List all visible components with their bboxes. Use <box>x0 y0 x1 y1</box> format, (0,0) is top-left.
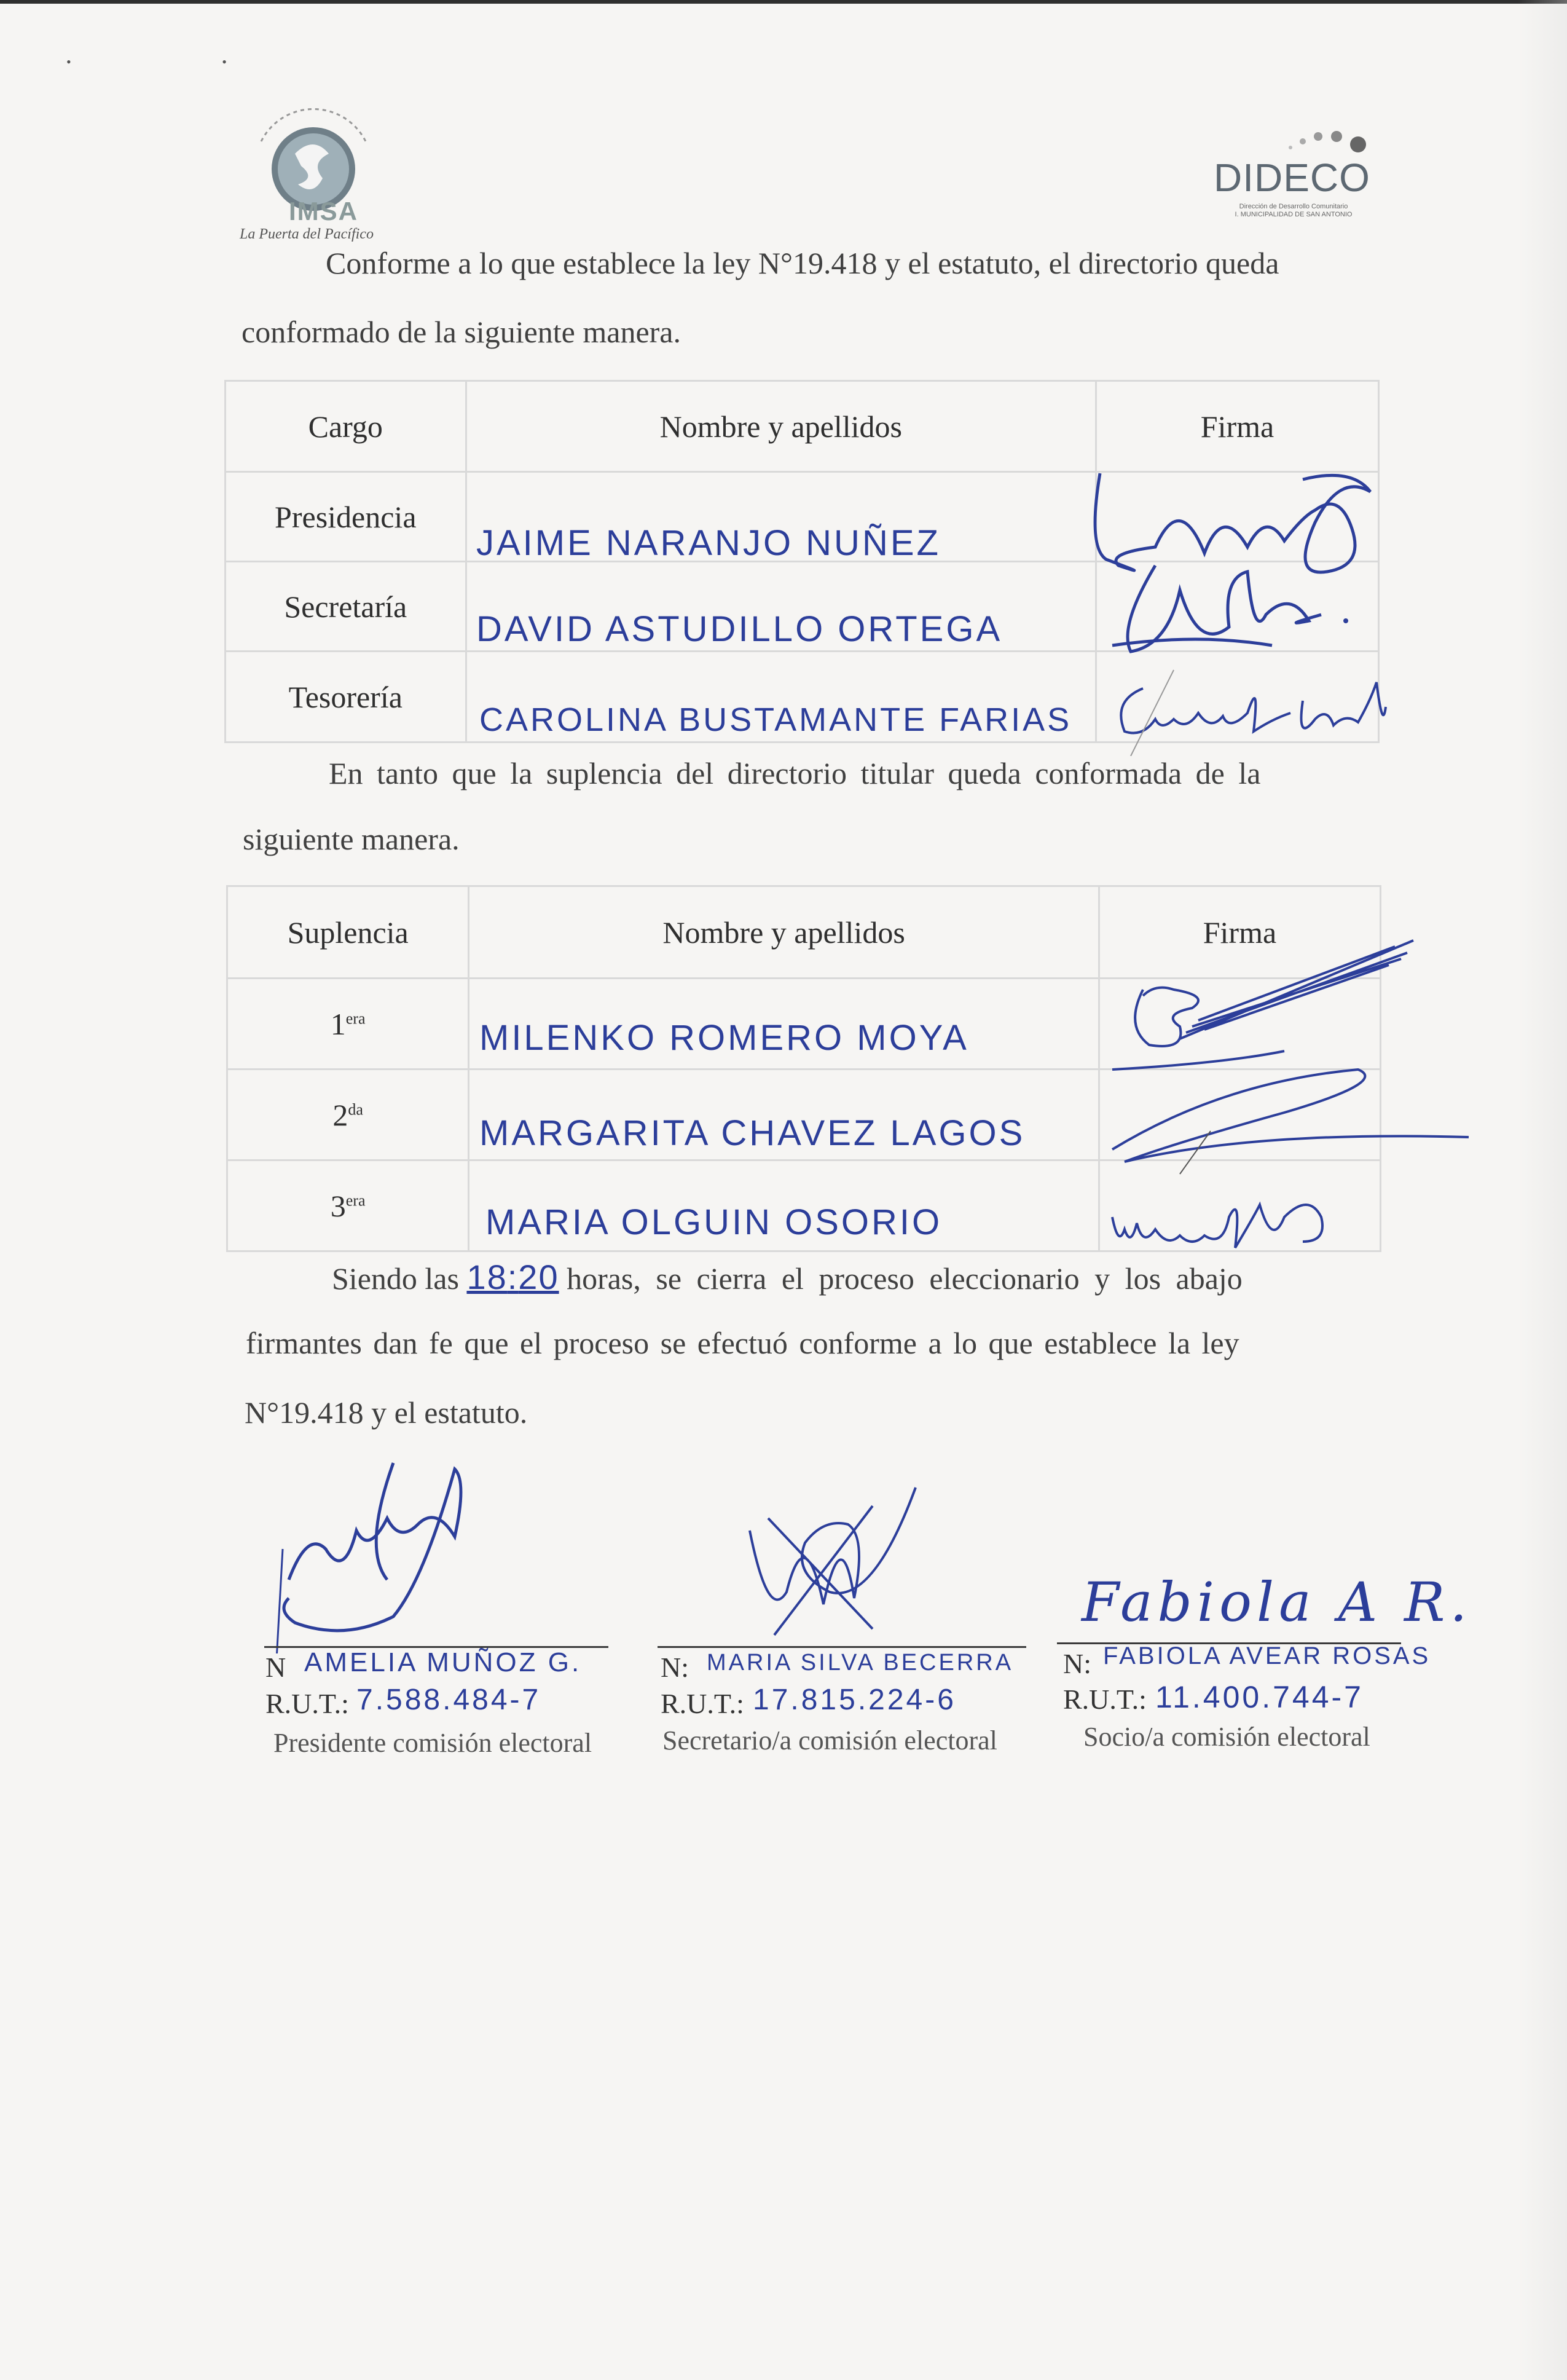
cargo-cell: Presidencia <box>226 472 466 562</box>
closing-prefix: Siendo las <box>332 1261 459 1296</box>
suplencia-intro-line-2: siguiente manera. <box>243 822 460 856</box>
dideco-logo-text: DIDECO <box>1214 156 1370 200</box>
suplencia-number: 3 <box>330 1188 346 1223</box>
handwritten-name: CAROLINA BUSTAMANTE FARIAS <box>479 701 1072 738</box>
signatory-name: MARIA SILVA BECERRA <box>707 1650 1014 1676</box>
closing-line-1 <box>332 1259 1243 1297</box>
signature-socio-comision: Fabiola A R. <box>1082 1570 1472 1634</box>
scan-top-edge <box>0 0 1567 4</box>
suplencia-ordinal: era <box>345 1191 366 1209</box>
signature-line <box>658 1646 1026 1648</box>
imsa-logo-motto: La Puerta del Pacífico <box>240 226 374 242</box>
suplencia-number: 1 <box>330 1006 346 1041</box>
signatory-rut: 7.588.484-7 <box>356 1684 541 1716</box>
signatory-rut: 11.400.744-7 <box>1155 1680 1364 1714</box>
suplencia-number-cell <box>227 979 469 1070</box>
signatory-role: Socio/a comisión electoral <box>1083 1722 1370 1752</box>
suplencia-header-suplencia: Suplencia <box>227 886 469 979</box>
handwritten-name: MARIA OLGUIN OSORIO <box>485 1202 943 1242</box>
cargo-cell: Tesorería <box>226 652 466 743</box>
handwritten-name: DAVID ASTUDILLO ORTEGA <box>476 609 1003 649</box>
suplencia-number: 2 <box>332 1097 348 1132</box>
suplencia-ordinal: era <box>345 1009 366 1027</box>
closing-line-3: N°19.418 y el estatuto. <box>245 1395 528 1430</box>
scan-marks: • • <box>66 54 300 69</box>
handwritten-name: MILENKO ROMERO MOYA <box>479 1018 969 1058</box>
imsa-logo-text: IMSA <box>289 197 358 226</box>
name-label: N: <box>1063 1648 1091 1679</box>
intro-line-1: Conforme a lo que establece la ley N°19.418 y el estatuto, el directorio queda <box>326 246 1279 280</box>
signature-secretaria <box>1106 553 1364 676</box>
suplencia-number-cell <box>227 1160 469 1251</box>
rut-label: R.U.T.: <box>661 1688 744 1719</box>
signatory-role: Presidente comisión electoral <box>273 1728 592 1758</box>
intro-line-2: conformado de la siguiente manera. <box>242 315 681 349</box>
hour-value: 18 <box>466 1258 508 1296</box>
rut-label: R.U.T.: <box>265 1688 349 1719</box>
suplencia-intro-line-1: En tanto que la suplencia del directorio titular queda conformada de la <box>329 756 1261 790</box>
signature-suplente-3 <box>1106 1180 1352 1260</box>
suplencia-ordinal: da <box>348 1100 363 1118</box>
name-label: N <box>265 1652 286 1683</box>
closing-hour <box>466 1258 559 1296</box>
suplencia-number-cell <box>227 1070 469 1160</box>
hour-separator: : <box>507 1258 519 1296</box>
directorio-header-nombre: Nombre y apellidos <box>466 381 1096 472</box>
dideco-sub-line-2: I. MUNICIPALIDAD DE SAN ANTONIO <box>1235 211 1353 218</box>
suplencia-header-nombre: Nombre y apellidos <box>469 886 1099 979</box>
directorio-header-cargo: Cargo <box>226 381 466 472</box>
signatory-role: Secretario/a comisión electoral <box>662 1725 997 1755</box>
closing-suffix: horas, se cierra el proceso eleccionario y los abajo <box>567 1261 1243 1296</box>
dideco-sub-line-1: Dirección de Desarrollo Comunitario <box>1239 203 1348 210</box>
suplencia-header-firma: Firma <box>1099 886 1380 979</box>
signatory-rut: 17.815.224-6 <box>753 1684 956 1716</box>
rut-label: R.U.T.: <box>1063 1684 1147 1715</box>
directorio-header-firma: Firma <box>1096 381 1379 472</box>
name-label: N: <box>661 1652 689 1683</box>
signature-presidente-comision <box>270 1457 479 1653</box>
scan-right-edge <box>1518 0 1567 2380</box>
signature-tesoreria <box>1106 664 1389 756</box>
handwritten-name: JAIME NARANJO NUÑEZ <box>476 523 941 563</box>
signatory-name: AMELIA MUÑOZ G. <box>304 1647 582 1677</box>
closing-line-2: firmantes dan fe que el proceso se efectuó conforme a lo que establece la ley <box>246 1326 1239 1360</box>
cargo-cell: Secretaría <box>226 562 466 652</box>
dideco-logo-subtitle <box>1208 203 1380 219</box>
signature-secretario-comision <box>731 1481 940 1647</box>
handwritten-name: MARGARITA CHAVEZ LAGOS <box>479 1113 1026 1153</box>
signature-suplente-2 <box>1100 1057 1481 1180</box>
signatory-name: FABIOLA AVEAR ROSAS <box>1103 1642 1431 1669</box>
minute-value: 20 <box>518 1258 559 1296</box>
